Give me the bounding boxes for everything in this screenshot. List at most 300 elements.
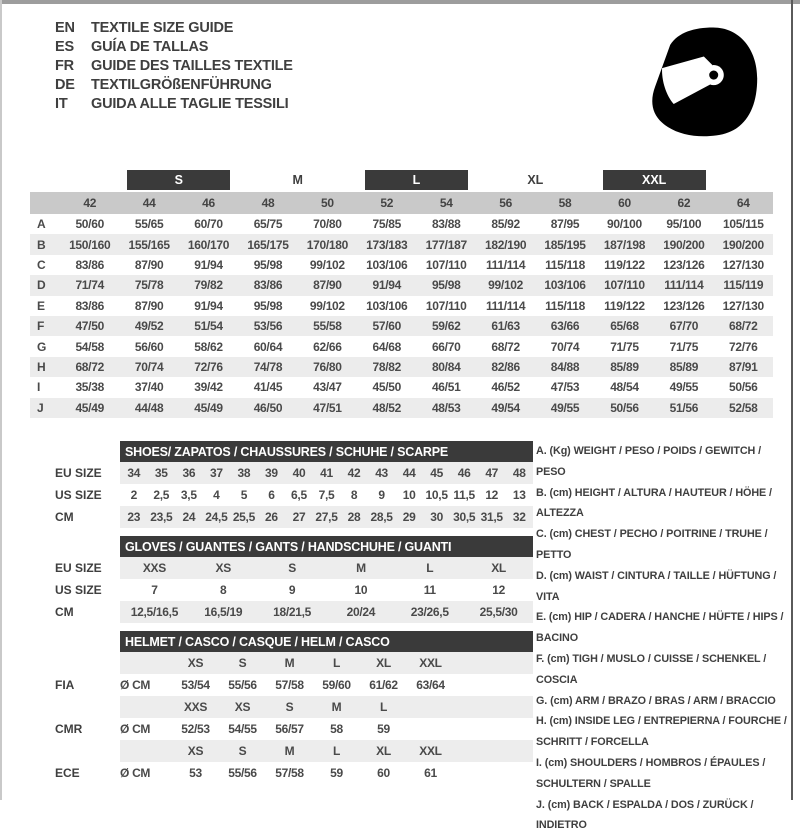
measurement-value: 185/195: [544, 237, 586, 252]
measurement-value: 99/102: [488, 278, 524, 293]
size-number-header: 46: [202, 196, 215, 210]
measurement-value: 62/66: [313, 339, 342, 354]
measurement-value: 51/56: [669, 400, 699, 415]
textile-size-table: [30, 168, 773, 418]
measurement-value: 99/102: [309, 257, 345, 272]
measurement-row: [30, 234, 773, 254]
measurement-value: 63/66: [550, 319, 580, 334]
shoe-size-value: 9: [378, 488, 385, 502]
helmet-table-row: [55, 718, 533, 740]
standard-label: FIA: [55, 678, 75, 692]
measurement-value: 170/180: [306, 237, 348, 252]
gloves-table-rows: [55, 557, 533, 623]
helmet-size-value: 54/55: [228, 722, 257, 736]
glove-size-value: XL: [491, 561, 506, 575]
helmet-size-value: 56/57: [275, 722, 304, 736]
measurement-value: 123/126: [663, 298, 705, 313]
helmet-table-row: [55, 762, 533, 784]
helmet-size-value: 60: [377, 766, 390, 780]
measurement-value: 115/119: [723, 278, 764, 293]
helmet-size-value: 53: [189, 766, 202, 780]
measurement-value: 182/190: [484, 237, 527, 252]
glove-size-value: M: [356, 561, 366, 575]
shoe-size-value: 24,5: [205, 510, 228, 524]
measurement-value: 127/130: [722, 257, 764, 272]
size-number-header: 42: [83, 196, 97, 210]
helmet-table-title: HELMET / CASCO / CASQUE / HELM / CASCO: [120, 631, 533, 652]
measurement-letter: J: [37, 400, 44, 415]
measurement-row: [30, 357, 773, 377]
shoe-size-value: 12: [485, 488, 499, 502]
size-group-row: [30, 168, 773, 192]
legend-item: H. (cm) INSIDE LEG / ENTREPIERNA / FOURCHE / SCHRITT / FORCELLA: [536, 715, 787, 749]
image-frame-top: [0, 0, 800, 4]
measurement-value: 85/89: [669, 359, 699, 374]
shoe-size-value: 6: [268, 488, 275, 502]
language-row-en: [55, 18, 293, 37]
helmet-size-header: S: [238, 656, 247, 670]
shoe-size-value: 42: [347, 466, 361, 480]
glove-size-value: 20/24: [346, 605, 376, 619]
glove-table-row: [55, 579, 533, 601]
standard-label: [55, 740, 120, 762]
measurement-value: 111/114: [485, 298, 526, 313]
legend-item: I. (cm) SHOULDERS / HOMBROS / ÉPAULES / SCHULTERN / SPALLE: [536, 756, 766, 790]
measurement-value: 44/48: [134, 400, 164, 415]
measurement-value: 60/70: [194, 217, 223, 232]
measurement-row: [30, 336, 773, 356]
size-number-header: 60: [618, 196, 631, 210]
glove-size-value: 11: [423, 583, 436, 597]
measurement-value: 83/86: [253, 278, 283, 293]
language-code: DE: [55, 76, 75, 93]
measurement-value: 91/94: [194, 257, 223, 272]
row-cells: [120, 579, 533, 601]
shoe-size-value: 24: [182, 510, 196, 524]
shoes-size-table: [55, 441, 533, 528]
glove-size-value: 23/26,5: [410, 605, 449, 619]
size-number-header: 64: [736, 196, 750, 210]
measurement-value: 150/160: [69, 237, 111, 252]
measurement-value: 160/170: [187, 237, 230, 252]
measurement-value: 103/106: [366, 257, 408, 272]
gloves-table-title: GLOVES / GUANTES / GANTS / HANDSCHUHE / GUANTI: [120, 536, 533, 557]
language-row-fr: [55, 56, 293, 75]
glove-table-row: [55, 557, 533, 579]
row-label: EU SIZE: [55, 466, 102, 480]
measurement-value: 49/55: [550, 400, 580, 415]
size-group-label: M: [292, 173, 303, 187]
measurement-value: 99/102: [309, 298, 345, 313]
measurement-value: 71/74: [75, 278, 104, 293]
shoe-size-value: 8: [350, 488, 358, 502]
measurement-value: 50/56: [729, 380, 758, 395]
shoes-table-rows: [55, 462, 533, 528]
helmet-table-row: [55, 696, 533, 718]
shoe-size-value: 40: [292, 466, 306, 480]
measurement-value: 65/68: [610, 319, 639, 334]
measurement-value: 56/60: [134, 339, 164, 354]
measurement-value: 70/80: [313, 217, 342, 232]
measurement-row: [30, 398, 773, 418]
measurement-value: 103/106: [366, 298, 408, 313]
language-code: FR: [55, 57, 74, 74]
language-row-es: [55, 37, 293, 56]
standard-label: [55, 696, 120, 718]
measurement-value: 72/76: [729, 339, 758, 354]
measurement-value: 165/175: [247, 237, 289, 252]
measurement-value: 46/51: [431, 380, 461, 395]
measurement-letter: G: [37, 339, 47, 354]
shoe-size-value: 23,5: [150, 510, 173, 524]
measurement-value: 177/187: [425, 237, 467, 252]
measurement-value: 74/78: [253, 359, 283, 374]
helmet-size-value: 55/56: [228, 766, 257, 780]
helmet-size-value: 52/53: [181, 722, 210, 736]
shoe-size-value: 27: [292, 510, 306, 524]
measurement-value: 190/200: [663, 237, 705, 252]
measurement-value: 79/82: [194, 278, 223, 293]
language-title: GUIDE DES TAILLES TEXTILE: [91, 57, 293, 74]
legend-item: B. (cm) HEIGHT / ALTURA / HAUTEUR / HÖHE / ALTEZZA: [536, 486, 772, 520]
measurement-value: 111/114: [664, 278, 704, 293]
image-frame-left: [0, 0, 2, 800]
shoe-size-value: 11,5: [453, 488, 475, 502]
measurement-letter: E: [37, 298, 45, 313]
row-label: US SIZE: [55, 583, 102, 597]
measurement-value: 87/95: [550, 217, 580, 232]
size-number-header: 54: [439, 196, 453, 210]
language-code: ES: [55, 38, 74, 55]
helmet-size-header: S: [238, 744, 247, 758]
measurement-value: 82/86: [491, 359, 520, 374]
measurement-value: 80/84: [431, 359, 461, 374]
diameter-unit-label: Ø CM: [120, 766, 151, 780]
helmet-size-header: XXS: [183, 700, 208, 714]
measurement-letter: B: [37, 237, 46, 252]
helmet-size-header: XXL: [419, 656, 442, 670]
shoe-size-value: 36: [182, 466, 196, 480]
measurement-value: 64/68: [372, 339, 402, 354]
measurement-row: [30, 316, 773, 336]
row-cells: [120, 762, 533, 784]
image-frame-right: [791, 0, 793, 800]
helmet-size-header: XS: [187, 744, 204, 758]
glove-table-row: [55, 601, 533, 623]
shoe-size-value: 25,5: [232, 510, 255, 524]
measurement-value: 39/42: [194, 380, 223, 395]
measurement-letter: C: [37, 257, 46, 272]
measurement-letter: F: [37, 319, 45, 334]
measurement-value: 123/126: [663, 257, 705, 272]
measurement-value: 49/55: [669, 380, 699, 395]
row-cells: [120, 462, 533, 484]
measurement-value: 70/74: [550, 339, 580, 354]
measurement-value: 70/74: [134, 359, 164, 374]
shoe-table-row: [55, 484, 533, 506]
measurement-value: 87/91: [729, 359, 758, 374]
measurement-value: 45/49: [194, 400, 223, 415]
row-cells: [120, 506, 533, 528]
measurement-value: 87/90: [134, 298, 164, 313]
glove-size-value: L: [426, 561, 434, 575]
size-number-header: 44: [142, 196, 156, 210]
measurement-value: 75/85: [372, 217, 402, 232]
measurement-value: 49/52: [134, 319, 164, 334]
measurement-value: 91/94: [372, 278, 402, 293]
measurement-value: 83/86: [75, 298, 104, 313]
glove-size-value: 12: [492, 583, 505, 597]
measurement-legend: [536, 441, 788, 836]
measurement-value: 190/200: [722, 237, 764, 252]
shoe-size-value: 39: [265, 466, 278, 480]
shoe-size-value: 45: [430, 466, 443, 480]
shoe-size-value: 13: [512, 488, 526, 502]
measurement-value: 85/89: [610, 359, 639, 374]
measurement-value: 119/122: [604, 298, 645, 313]
measurement-value: 71/75: [610, 339, 639, 354]
measurement-letter: D: [37, 278, 46, 293]
shoe-size-value: 44: [402, 466, 416, 480]
standard-label: ECE: [55, 766, 80, 780]
glove-size-value: 10: [354, 583, 368, 597]
measurement-value: 48/52: [372, 400, 402, 415]
row-cells: [120, 674, 533, 696]
measurement-value: 115/118: [545, 257, 586, 272]
measurement-value: 66/70: [431, 339, 461, 354]
language-row-it: [55, 94, 293, 113]
measurement-value: 50/60: [75, 217, 104, 232]
size-number-header-row: [30, 192, 773, 214]
helmet-size-header: L: [332, 656, 341, 670]
shoe-size-value: 28: [347, 510, 361, 524]
shoe-size-value: 32: [512, 510, 526, 524]
measurement-value: 127/130: [722, 298, 764, 313]
legend-item: G. (cm) ARM / BRAZO / BRAS / ARM / BRACCIO: [536, 694, 776, 707]
measurement-value: 107/110: [425, 257, 467, 272]
measurement-value: 68/72: [491, 339, 520, 354]
size-group-label: XL: [527, 173, 544, 187]
measurement-value: 75/78: [134, 278, 164, 293]
size-group-label: S: [127, 170, 230, 190]
language-title: TEXTILE SIZE GUIDE: [91, 19, 234, 36]
helmet-size-value: 59: [377, 722, 390, 736]
legend-item: J. (cm) BACK / ESPALDA / DOS / ZURÜCK / INDIETRO: [536, 798, 754, 832]
size-number-header: 58: [558, 196, 572, 210]
measurement-value: 67/70: [669, 319, 699, 334]
measurement-row: [30, 377, 773, 397]
measurement-value: 155/165: [128, 237, 170, 252]
measurement-value: 87/90: [134, 257, 164, 272]
helmet-size-value: 59: [330, 766, 343, 780]
measurement-value: 57/60: [372, 319, 402, 334]
measurement-value: 41/45: [253, 380, 283, 395]
measurement-value: 48/54: [610, 380, 639, 395]
measurement-value: 103/106: [544, 278, 586, 293]
shoe-size-value: 2: [130, 488, 137, 502]
helmet-size-header: XXL: [419, 744, 442, 758]
glove-size-value: 8: [220, 583, 227, 597]
shoe-size-value: 10,5: [425, 488, 448, 502]
shoe-size-value: 43: [375, 466, 388, 480]
helmet-size-value: 55/56: [228, 678, 257, 692]
shoe-size-value: 6,5: [291, 488, 307, 502]
measurement-value: 55/65: [134, 217, 164, 232]
measurement-value: 61/63: [491, 319, 520, 334]
shoe-size-value: 27,5: [315, 510, 338, 524]
shoe-size-value: 7,5: [318, 488, 335, 502]
measurement-value: 78/82: [372, 359, 402, 374]
measurement-value: 115/118: [545, 298, 586, 313]
shoe-size-value: 30,5: [453, 510, 476, 524]
size-group-label: XXL: [603, 170, 706, 190]
language-title: GUÍA DE TALLAS: [91, 38, 209, 55]
helmet-size-value: 61: [424, 766, 437, 780]
measurement-value: 47/50: [75, 319, 104, 334]
measurement-value: 58/62: [194, 339, 223, 354]
shoe-size-value: 35: [154, 466, 168, 480]
shoe-size-value: 3,5: [180, 488, 197, 502]
measurement-value: 52/58: [729, 400, 758, 415]
measurement-value: 46/50: [253, 400, 283, 415]
measurement-value: 43/47: [313, 380, 342, 395]
glove-size-value: XS: [215, 561, 231, 575]
measurement-value: 85/92: [491, 217, 520, 232]
measurement-value: 83/86: [75, 257, 104, 272]
row-cells: [120, 484, 533, 506]
measurement-value: 107/110: [425, 298, 467, 313]
helmet-size-header: S: [285, 700, 294, 714]
measurement-value: 45/49: [75, 400, 104, 415]
measurement-value: 47/53: [550, 380, 580, 395]
glove-size-value: 16,5/19: [204, 605, 243, 619]
language-title: GUIDA ALLE TAGLIE TESSILI: [91, 95, 289, 112]
measurement-value: 95/98: [253, 298, 283, 313]
measurement-value: 90/100: [607, 217, 642, 232]
legend-item: A. (Kg) WEIGHT / PESO / POIDS / GEWITCH / PESO: [536, 445, 762, 478]
helmet-size-value: 57/58: [275, 766, 304, 780]
measurement-value: 59/62: [431, 319, 461, 334]
size-number-header: 52: [380, 196, 394, 210]
helmet-table-rows: [55, 652, 533, 784]
measurement-value: 53/56: [253, 319, 283, 334]
shoe-size-value: 4: [213, 488, 220, 502]
measurement-row: [30, 214, 773, 234]
helmet-table-row: [55, 674, 533, 696]
measurement-value: 50/56: [610, 400, 639, 415]
shoe-size-value: 41: [320, 466, 333, 480]
language-code: EN: [55, 19, 75, 36]
row-label: CM: [55, 605, 74, 619]
measurement-value: 48/53: [431, 400, 461, 415]
glove-size-value: 9: [288, 583, 296, 597]
measurement-value: 49/54: [491, 400, 520, 415]
measurement-value: 107/110: [604, 278, 645, 293]
measurement-value: 76/80: [313, 359, 342, 374]
shoe-size-value: 5: [240, 488, 248, 502]
measurement-value: 87/90: [313, 278, 342, 293]
measurement-value: 68/72: [729, 319, 758, 334]
shoes-table-title: SHOES/ ZAPATOS / CHAUSSURES / SCHUHE / SCARPE: [120, 441, 533, 462]
measurement-value: 83/88: [431, 217, 461, 232]
shoe-size-value: 31,5: [480, 510, 503, 524]
glove-size-value: XXS: [142, 561, 166, 575]
shoe-size-value: 29: [402, 510, 416, 524]
measurement-value: 173/183: [366, 237, 408, 252]
language-title-list: [55, 18, 293, 113]
row-cells: [120, 718, 533, 740]
shoe-size-value: 2,5: [153, 488, 170, 502]
measurement-value: 54/58: [75, 339, 104, 354]
glove-size-value: 25,5/30: [479, 605, 518, 619]
measurement-value: 91/94: [194, 298, 223, 313]
diameter-unit-label: Ø CM: [120, 722, 151, 736]
helmet-size-value: 57/58: [275, 678, 304, 692]
measurement-value: 51/54: [194, 319, 223, 334]
measurement-value: 105/115: [722, 217, 764, 232]
helmet-size-header: XL: [376, 656, 391, 670]
helmet-size-header: L: [379, 700, 388, 714]
helmet-table-row: [55, 740, 533, 762]
helmet-size-value: 53/54: [181, 678, 210, 692]
measurement-value: 84/88: [550, 359, 580, 374]
legend-item: C. (cm) CHEST / PECHO / POITRINE / TRUHE / PETTO: [536, 528, 768, 561]
shoe-table-row: [55, 462, 533, 484]
measurement-value: 187/198: [603, 237, 646, 252]
glove-size-value: 7: [151, 583, 158, 597]
helmet-size-value: 63/64: [416, 678, 445, 692]
helmet-size-header: M: [284, 744, 295, 758]
measurement-value: 68/72: [75, 359, 104, 374]
standard-label: CMR: [55, 722, 83, 736]
helmet-size-header: XS: [234, 700, 251, 714]
measurement-value: 95/100: [666, 217, 702, 232]
language-row-de: [55, 75, 293, 94]
gloves-size-table: [55, 536, 533, 623]
measurement-row: [30, 275, 773, 295]
helmet-size-header: XS: [187, 656, 204, 670]
helmet-size-value: 59/60: [322, 678, 351, 692]
shoe-table-row: [55, 506, 533, 528]
legend-item: F. (cm) TIGH / MUSLO / CUISSE / SCHENKEL / COSCIA: [536, 652, 767, 686]
glove-size-value: 18/21,5: [273, 605, 312, 619]
measurement-row: [30, 255, 773, 275]
shoe-size-value: 38: [237, 466, 251, 480]
measurement-row: [30, 296, 773, 316]
row-cells: [120, 557, 533, 579]
helmet-size-header: XL: [376, 744, 391, 758]
shoe-size-value: 30: [430, 510, 443, 524]
row-cells: [120, 696, 533, 718]
helmet-icon: [647, 24, 763, 140]
size-number-header: 50: [320, 196, 334, 210]
shoe-size-value: 23: [127, 510, 141, 524]
measurement-value: 55/58: [313, 319, 342, 334]
measurement-value: 95/98: [431, 278, 461, 293]
measurement-value: 47/51: [313, 400, 342, 415]
measurement-letter: A: [37, 217, 46, 232]
row-cells: [120, 652, 533, 674]
measurement-value: 60/64: [253, 339, 283, 354]
measurement-letter: H: [37, 359, 46, 374]
helmet-size-header: M: [331, 700, 342, 714]
measurement-value: 65/75: [253, 217, 283, 232]
shoe-size-value: 48: [512, 466, 526, 480]
shoe-size-value: 37: [209, 466, 223, 480]
measurement-value: 37/40: [134, 380, 164, 395]
shoe-size-value: 10: [402, 488, 416, 502]
standard-label: [55, 652, 120, 674]
